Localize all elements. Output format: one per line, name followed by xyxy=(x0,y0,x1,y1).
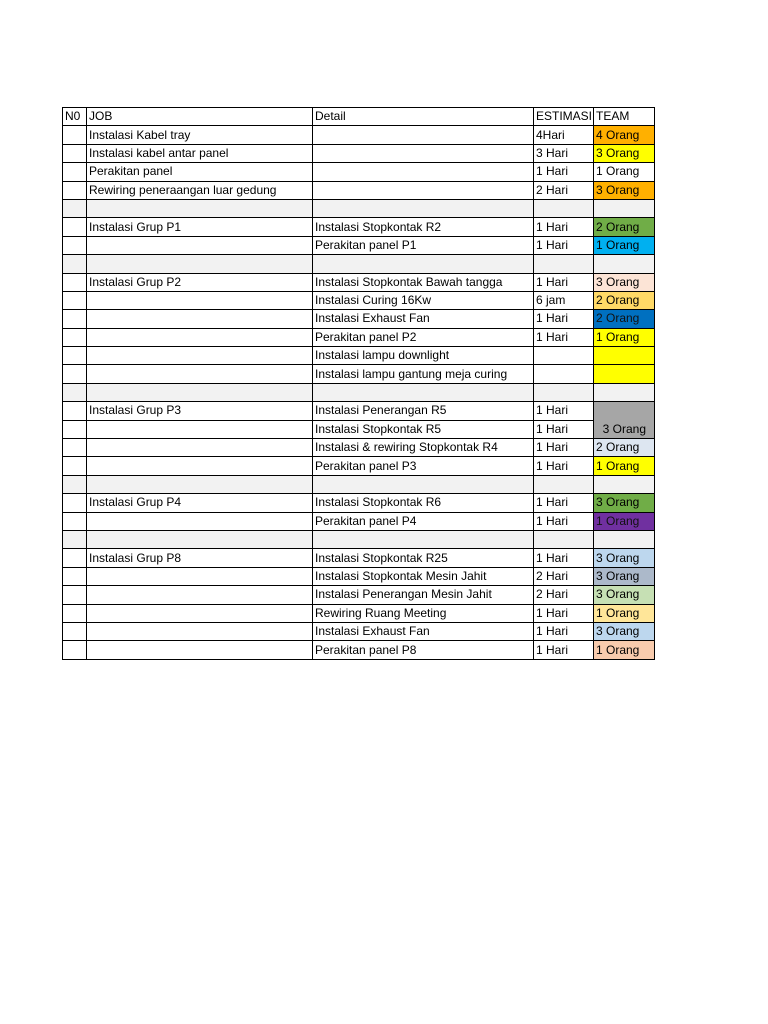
table-row xyxy=(63,604,655,622)
cell-detail[interactable] xyxy=(313,144,534,162)
cell-detail[interactable]: Instalasi Penerangan R5 xyxy=(313,402,534,420)
cell-estimasi[interactable]: 1 Hari xyxy=(534,457,594,475)
cell-team[interactable]: 4 Orang xyxy=(594,126,655,144)
cell-estimasi[interactable]: 1 Hari xyxy=(534,641,594,659)
cell-detail[interactable] xyxy=(313,255,534,273)
cell-no[interactable] xyxy=(63,475,87,493)
cell-team[interactable] xyxy=(594,475,655,493)
cell-team[interactable]: 1 Orang xyxy=(594,512,655,530)
table-row xyxy=(63,549,655,567)
table-row xyxy=(63,420,655,438)
cell-team[interactable]: 2 Orang xyxy=(594,310,655,328)
cell-detail[interactable]: Perakitan panel P1 xyxy=(313,236,534,254)
cell-detail[interactable]: Instalasi lampu gantung meja curing xyxy=(313,365,534,383)
cell-job[interactable] xyxy=(87,530,313,548)
cell-no[interactable] xyxy=(63,549,87,567)
table-row xyxy=(63,347,655,365)
cell-detail[interactable]: Instalasi Stopkontak R5 xyxy=(313,420,534,438)
cell-estimasi[interactable]: 1 Hari xyxy=(534,604,594,622)
cell-estimasi[interactable] xyxy=(534,530,594,548)
table-row xyxy=(63,126,655,144)
cell-estimasi[interactable]: 1 Hari xyxy=(534,512,594,530)
cell-team[interactable] xyxy=(594,255,655,273)
cell-detail[interactable]: Instalasi Stopkontak Mesin Jahit xyxy=(313,567,534,585)
cell-detail[interactable] xyxy=(313,530,534,548)
cell-detail[interactable]: Instalasi Stopkontak Bawah tangga xyxy=(313,273,534,291)
cell-detail[interactable] xyxy=(313,383,534,401)
cell-estimasi[interactable]: 1 Hari xyxy=(534,310,594,328)
cell-no[interactable] xyxy=(63,144,87,162)
cell-detail[interactable]: Instalasi Exhaust Fan xyxy=(313,310,534,328)
cell-no[interactable] xyxy=(63,512,87,530)
cell-job[interactable] xyxy=(87,439,313,457)
table-row xyxy=(63,567,655,585)
cell-job[interactable]: Instalasi Grup P8 xyxy=(87,549,313,567)
cell-job[interactable] xyxy=(87,199,313,217)
cell-estimasi[interactable] xyxy=(534,383,594,401)
cell-job[interactable]: Instalasi Grup P4 xyxy=(87,494,313,512)
spacer-row xyxy=(63,530,655,548)
cell-detail[interactable]: Perakitan panel P4 xyxy=(313,512,534,530)
table-row xyxy=(63,622,655,640)
cell-estimasi[interactable]: 1 Hari xyxy=(534,328,594,346)
cell-no[interactable] xyxy=(63,567,87,585)
cell-detail[interactable]: Instalasi Exhaust Fan xyxy=(313,622,534,640)
cell-job[interactable]: Rewiring peneraangan luar gedung xyxy=(87,181,313,199)
table-row xyxy=(63,641,655,659)
cell-detail[interactable]: Rewiring Ruang Meeting xyxy=(313,604,534,622)
table-row xyxy=(63,512,655,530)
header-no[interactable]: N0 xyxy=(63,108,87,126)
table-row xyxy=(63,365,655,383)
cell-detail[interactable]: Instalasi Penerangan Mesin Jahit xyxy=(313,586,534,604)
cell-estimasi[interactable] xyxy=(534,365,594,383)
cell-detail[interactable] xyxy=(313,181,534,199)
cell-team[interactable]: 1 Orang xyxy=(594,457,655,475)
table-body xyxy=(63,108,655,660)
cell-detail[interactable]: Perakitan panel P2 xyxy=(313,328,534,346)
header-team[interactable]: TEAM xyxy=(594,108,655,126)
cell-detail[interactable]: Perakitan panel P3 xyxy=(313,457,534,475)
cell-estimasi[interactable]: 1 Hari xyxy=(534,163,594,181)
cell-detail[interactable] xyxy=(313,126,534,144)
spacer-row xyxy=(63,255,655,273)
cell-team[interactable]: 2 Orang xyxy=(594,291,655,309)
cell-job[interactable]: Instalasi kabel antar panel xyxy=(87,144,313,162)
cell-estimasi[interactable]: 1 Hari xyxy=(534,439,594,457)
table-row xyxy=(63,586,655,604)
cell-job[interactable] xyxy=(87,457,313,475)
cell-estimasi[interactable]: 3 Hari xyxy=(534,144,594,162)
cell-no[interactable] xyxy=(63,420,87,438)
cell-estimasi[interactable] xyxy=(534,347,594,365)
cell-estimasi[interactable]: 1 Hari xyxy=(534,494,594,512)
cell-team[interactable]: 3 Orang xyxy=(594,273,655,291)
cell-no[interactable] xyxy=(63,310,87,328)
cell-job[interactable] xyxy=(87,328,313,346)
cell-no[interactable] xyxy=(63,641,87,659)
cell-estimasi[interactable] xyxy=(534,255,594,273)
table-row xyxy=(63,494,655,512)
cell-team[interactable] xyxy=(594,365,655,383)
cell-job[interactable] xyxy=(87,622,313,640)
table-row xyxy=(63,273,655,291)
cell-team[interactable] xyxy=(594,199,655,217)
cell-estimasi[interactable] xyxy=(534,475,594,493)
job-schedule-table xyxy=(62,107,655,660)
cell-no[interactable] xyxy=(63,383,87,401)
cell-detail[interactable]: Instalasi Curing 16Kw xyxy=(313,291,534,309)
cell-job[interactable]: Instalasi Grup P2 xyxy=(87,273,313,291)
table-row xyxy=(63,328,655,346)
cell-no[interactable] xyxy=(63,365,87,383)
cell-detail[interactable]: Instalasi Stopkontak R25 xyxy=(313,549,534,567)
cell-job[interactable] xyxy=(87,383,313,401)
cell-job[interactable] xyxy=(87,567,313,585)
cell-no[interactable] xyxy=(63,273,87,291)
cell-team[interactable]: 1 Orang xyxy=(594,163,655,181)
cell-no[interactable] xyxy=(63,439,87,457)
cell-no[interactable] xyxy=(63,530,87,548)
cell-job[interactable] xyxy=(87,475,313,493)
cell-detail[interactable]: Instalasi Stopkontak R6 xyxy=(313,494,534,512)
cell-estimasi[interactable]: 4Hari xyxy=(534,126,594,144)
spacer-row xyxy=(63,383,655,401)
cell-job[interactable]: Perakitan panel xyxy=(87,163,313,181)
cell-estimasi[interactable]: 1 Hari xyxy=(534,218,594,236)
spacer-row xyxy=(63,199,655,217)
cell-team[interactable]: 3 Orang xyxy=(594,549,655,567)
cell-team[interactable] xyxy=(594,530,655,548)
cell-no[interactable] xyxy=(63,347,87,365)
table-row xyxy=(63,457,655,475)
cell-no[interactable] xyxy=(63,255,87,273)
cell-team[interactable]: 3 Orang xyxy=(594,586,655,604)
cell-estimasi[interactable]: 1 Hari xyxy=(534,420,594,438)
cell-no[interactable] xyxy=(63,126,87,144)
cell-team[interactable]: 1 Orang xyxy=(594,328,655,346)
cell-job[interactable] xyxy=(87,512,313,530)
cell-job[interactable] xyxy=(87,604,313,622)
cell-job[interactable] xyxy=(87,420,313,438)
cell-estimasi[interactable] xyxy=(534,199,594,217)
cell-team[interactable] xyxy=(594,347,655,365)
cell-no[interactable] xyxy=(63,494,87,512)
cell-estimasi[interactable]: 2 Hari xyxy=(534,586,594,604)
cell-no[interactable] xyxy=(63,163,87,181)
cell-team[interactable]: 1 Orang xyxy=(594,236,655,254)
cell-no[interactable] xyxy=(63,218,87,236)
cell-estimasi[interactable]: 1 Hari xyxy=(534,402,594,420)
table-row xyxy=(63,181,655,199)
cell-no[interactable] xyxy=(63,199,87,217)
header-job[interactable]: JOB xyxy=(87,108,313,126)
cell-detail[interactable]: Instalasi Stopkontak R2 xyxy=(313,218,534,236)
table-row xyxy=(63,163,655,181)
cell-detail[interactable]: Instalasi lampu downlight xyxy=(313,347,534,365)
cell-estimasi[interactable]: 1 Hari xyxy=(534,273,594,291)
cell-job[interactable] xyxy=(87,586,313,604)
cell-team[interactable]: 2 Orang xyxy=(594,218,655,236)
cell-team[interactable]: 3 Orang xyxy=(594,622,655,640)
table-row xyxy=(63,310,655,328)
cell-no[interactable] xyxy=(63,586,87,604)
cell-job[interactable] xyxy=(87,347,313,365)
cell-job[interactable] xyxy=(87,291,313,309)
cell-no[interactable] xyxy=(63,457,87,475)
cell-no[interactable] xyxy=(63,328,87,346)
cell-job[interactable]: Instalasi Grup P1 xyxy=(87,218,313,236)
cell-team[interactable]: 3 Orang xyxy=(594,144,655,162)
cell-team[interactable]: 1 Orang xyxy=(594,641,655,659)
cell-no[interactable] xyxy=(63,291,87,309)
cell-job[interactable] xyxy=(87,236,313,254)
cell-no[interactable] xyxy=(63,622,87,640)
cell-estimasi[interactable]: 1 Hari xyxy=(534,549,594,567)
cell-job[interactable] xyxy=(87,255,313,273)
cell-team[interactable]: 1 Orang xyxy=(594,604,655,622)
cell-no[interactable] xyxy=(63,181,87,199)
cell-detail[interactable] xyxy=(313,199,534,217)
cell-team[interactable] xyxy=(594,383,655,401)
spacer-row xyxy=(63,475,655,493)
cell-job[interactable]: Instalasi Grup P3 xyxy=(87,402,313,420)
cell-no[interactable] xyxy=(63,604,87,622)
cell-job[interactable] xyxy=(87,310,313,328)
header-estimasi[interactable]: ESTIMASI xyxy=(534,108,594,126)
cell-team[interactable]: 3 Orang xyxy=(594,494,655,512)
table-row xyxy=(63,144,655,162)
cell-team[interactable]: 3 Orang xyxy=(594,567,655,585)
table-row xyxy=(63,218,655,236)
cell-team[interactable]: 3 Orang xyxy=(594,402,655,439)
header-row xyxy=(63,108,655,126)
table-row xyxy=(63,439,655,457)
cell-detail[interactable]: Perakitan panel P8 xyxy=(313,641,534,659)
cell-job[interactable] xyxy=(87,641,313,659)
cell-team[interactable]: 3 Orang xyxy=(594,181,655,199)
cell-estimasi[interactable]: 6 jam xyxy=(534,291,594,309)
cell-no[interactable] xyxy=(63,236,87,254)
cell-team[interactable]: 2 Orang xyxy=(594,439,655,457)
table-row xyxy=(63,291,655,309)
cell-detail[interactable] xyxy=(313,475,534,493)
cell-detail[interactable] xyxy=(313,163,534,181)
cell-estimasi[interactable]: 2 Hari xyxy=(534,567,594,585)
cell-no[interactable] xyxy=(63,402,87,420)
cell-estimasi[interactable]: 1 Hari xyxy=(534,622,594,640)
table-row xyxy=(63,402,655,420)
cell-detail[interactable]: Instalasi & rewiring Stopkontak R4 xyxy=(313,439,534,457)
header-detail[interactable]: Detail xyxy=(313,108,534,126)
cell-job[interactable] xyxy=(87,365,313,383)
table-row xyxy=(63,236,655,254)
cell-estimasi[interactable]: 2 Hari xyxy=(534,181,594,199)
cell-estimasi[interactable]: 1 Hari xyxy=(534,236,594,254)
cell-job[interactable]: Instalasi Kabel tray xyxy=(87,126,313,144)
